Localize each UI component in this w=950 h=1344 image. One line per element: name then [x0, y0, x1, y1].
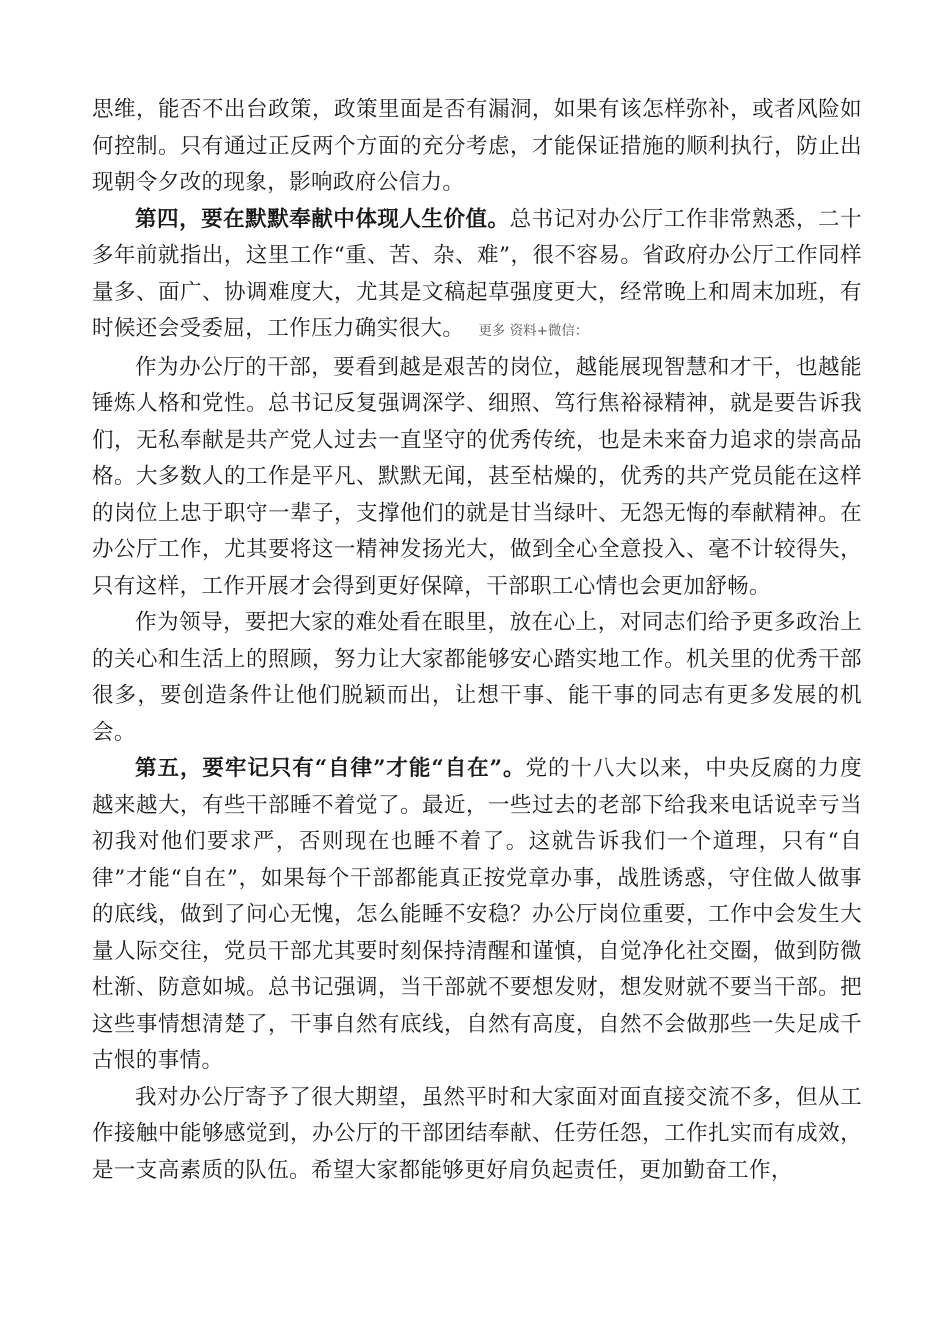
- paragraph-text: 作为领导，要把大家的难处看在眼里，放在心上，对同志们给予更多政治上的关心和生活上的照顾，努力让大家都能够安心踏实地工作。机关里的优秀干部很多，要创造条件让他们脱颖而出，让想干事、能干事的同志有更多发展的机会。: [92, 610, 862, 745]
- paragraph-4: [92, 605, 862, 751]
- paragraph-text: 党的十八大以来，中央反腐的力度越来越大，有些干部睡不着觉了。最近，一些过去的老部下给我来电话说幸亏当初我对他们要求严，否则现在也睡不着了。这就告诉我们一个道理，只有“自律”才能“自在”，如果每个干部都能真正按党章办事，战胜诱惑，守住做人做事的底线，做到了问心无愧，怎么能睡不安稳？办公厅岗位重要，工作中会发生大量人际交往，党员干部尤其要时刻保持清醒和谨慎，自觉净化社交圈，做到防微杜渐、防意如城。总书记强调，当干部就不要想发财，想发财就不要当干部。把这些事情想清楚了，干事自然有底线，自然有高度，自然不会做那些一失足成千古恨的事情。: [92, 756, 862, 1073]
- body-text: [92, 92, 862, 1189]
- paragraph-5: [92, 751, 862, 1080]
- paragraph-3: [92, 350, 862, 606]
- section-heading-fifth: 第五，要牢记只有“自律”才能“自在”。: [135, 756, 526, 781]
- paragraph-text: 思维，能否不出台政策，政策里面是否有漏洞，如果有该怎样弥补，或者风险如何控制。只有通过正反两个方面的充分考虑，才能保证措施的顺利执行，防止出现朝令夕改的现象，影响政府公信力。: [92, 97, 862, 195]
- promo-note: 更多 资料+微信：: [478, 323, 589, 339]
- paragraph-text: 我对办公厅寄予了很大期望，虽然平时和大家面对面直接交流不多，但从工作接触中能够感觉到，办公厅的干部团结奉献、任劳任怨，工作扎实而有成效，是一支高素质的队伍。希望大家都能够更好肩负起责任，更加勤奋工作，: [92, 1084, 862, 1183]
- paragraph-text: 作为办公厅的干部，要看到越是艰苦的岗位，越能展现智慧和才干，也越能锤炼人格和党性。总书记反复强调深学、细照、笃行焦裕禄精神，就是要告诉我们，无私奉献是共产党人过去一直坚守的优秀传统，也是未来奋力追求的崇高品格。大多数人的工作是平凡、默默无闻，甚至枯燥的，优秀的共产党员能在这样的岗位上忠于职守一辈子，支撑他们的就是甘当绿叶、无怨无悔的奉献精神。在办公厅工作，尤其要将这一精神发扬光大，做到全心全意投入、毫不计较得失，只有这样，工作开展才会得到更好保障，干部职工心情也会更加舒畅。: [92, 354, 862, 599]
- paragraph-6: [92, 1080, 862, 1190]
- paragraph-1: [92, 92, 862, 202]
- section-heading-fourth: 第四，要在默默奉献中体现人生价值。: [135, 206, 510, 232]
- paragraph-text: 总书记对办公厅工作非常熟悉，二十多年前就指出，这里工作“重、苦、杂、难”，很不容易。省政府办公厅工作同样量多、面广、协调难度大，尤其是文稿起草强度更大，经常晚上和周末加班，有时候还会受委屈，工作压力确实很大。: [92, 206, 862, 341]
- paragraph-2: [92, 202, 862, 350]
